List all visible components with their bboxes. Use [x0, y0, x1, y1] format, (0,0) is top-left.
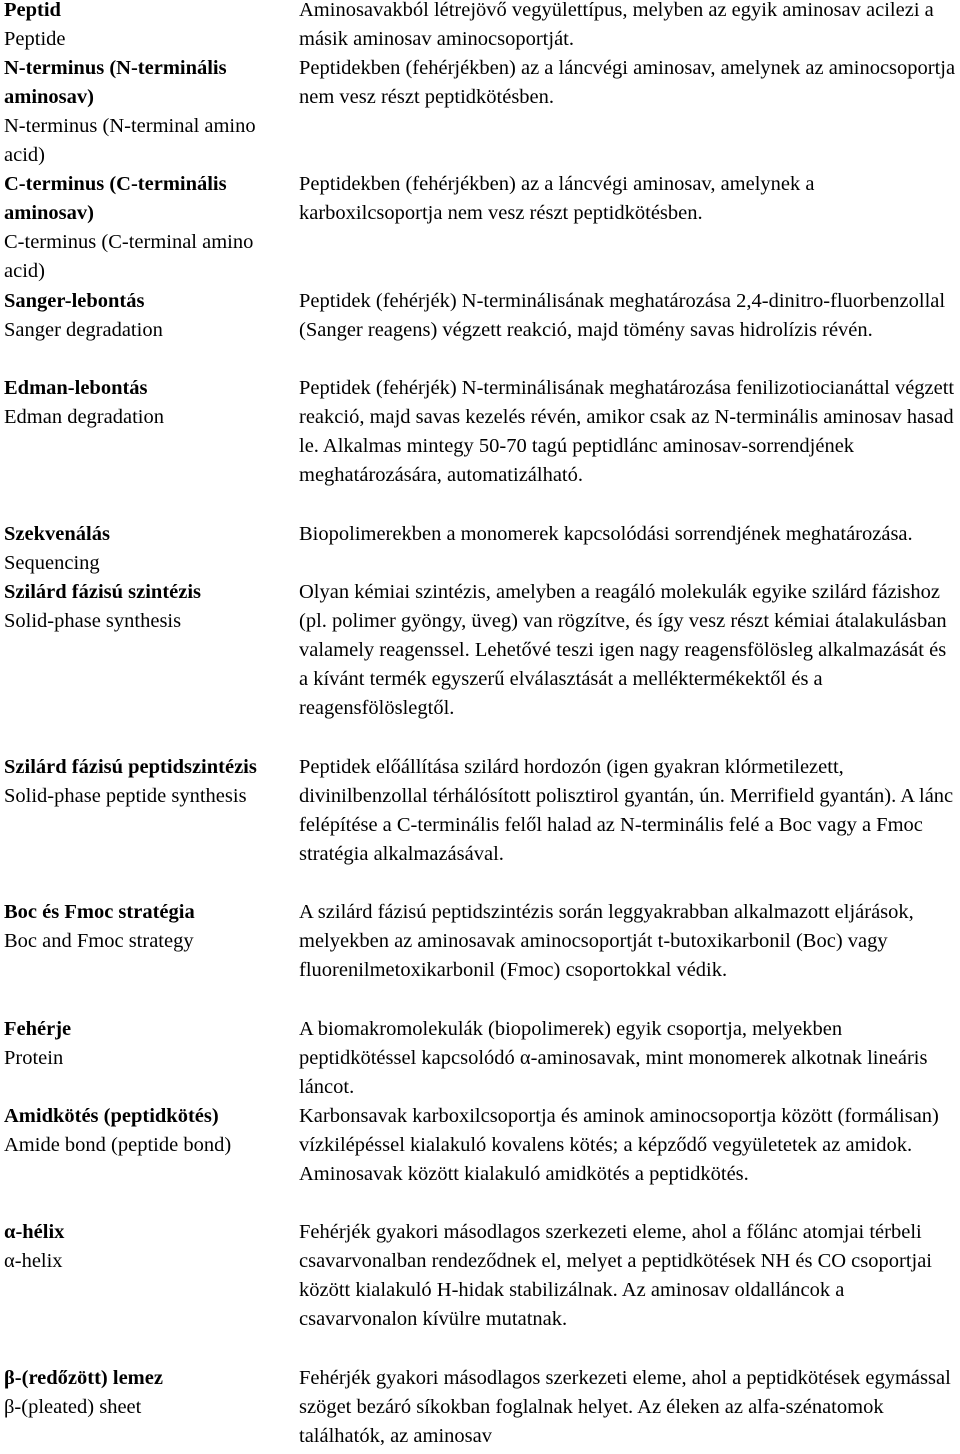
definition: Biopolimerekben a monomerek kapcsolódási sorrendjének meghatározása.	[299, 523, 913, 545]
definition: Peptidekben (fehérjékben) az a láncvégi aminosav, amelynek a karboxilcsoportja nem vesz részt peptidkötésben.	[299, 173, 815, 224]
definition: Fehérjék gyakori másodlagos szerkezeti eleme, ahol a peptidkötések egymással szöget bezáró síkokban foglalnak helyet. Az éleken az alfa-szénatomok találhatók, az aminosav	[299, 1367, 951, 1447]
term-cell	[4, 287, 286, 345]
term-cell	[4, 520, 286, 578]
term-hungarian: N-terminus (N-terminális aminosav)	[4, 57, 227, 108]
term-cell	[4, 374, 286, 432]
term-cell	[4, 1364, 286, 1422]
term-cell	[4, 170, 286, 286]
definition: A biomakromolekulák (biopolimerek) egyik csoportja, melyekben peptidkötéssel kapcsolódó α-aminosavak, mint monomerek alkotnak lineáris láncot.	[299, 1018, 928, 1098]
term-cell	[4, 578, 286, 636]
term-cell	[4, 898, 286, 956]
definition: Peptidek előállítása szilárd hordozón (igen gyakran klórmetilezett, divinilbenzollal térhálósított polisztirol gyantán, ún. Merrifield gyantán). A lánc felépítése a C-terminális felől halad az N-terminális felé a Boc vagy a Fmoc stratégia alkalmazásával.	[299, 756, 954, 865]
definition: Aminosavakból létrejövő vegyülettípus, melyben az egyik aminosav acilezi a másik aminosav aminocsoportját.	[299, 0, 934, 50]
term-english: Boc and Fmoc strategy	[4, 930, 194, 952]
term-english: α-helix	[4, 1250, 63, 1272]
definition: Karbonsavak karboxilcsoportja és aminok aminocsoportja között (formálisan) vízkilépéssel kialakuló kovalens kötés; a képződő vegyületetek az amidok. Aminosavak között kialakuló amidkötés a peptidkötés.	[299, 1105, 939, 1185]
term-hungarian: Edman-lebontás	[4, 377, 148, 399]
term-hungarian: C-terminus (C-terminális aminosav)	[4, 173, 227, 224]
term-cell	[4, 54, 286, 170]
definition: Peptidek (fehérjék) N-terminálisának meghatározása 2,4-dinitro-fluorbenzollal (Sanger reagens) végzett reakció, majd tömény savas hidrolízis révén.	[299, 290, 946, 341]
term-hungarian: Szilárd fázisú szintézis	[4, 581, 202, 603]
definition: Peptidek (fehérjék) N-terminálisának meghatározása fenilizotiocianáttal végzett reakció, majd savas kezelés révén, amikor csak az N-terminális aminosav hasad le. Alkalmas mintegy 50-70 tagú peptidlánc aminosav-sorrendjének meghatározására, automatizálható.	[299, 377, 955, 486]
term-cell	[4, 1102, 286, 1160]
term-english: Edman degradation	[4, 406, 164, 428]
term-english: Protein	[4, 1047, 64, 1069]
definition: Olyan kémiai szintézis, amelyben a reagáló molekulák egyike szilárd fázishoz (pl. polimer gyöngy, üveg) van rögzítve, és így vesz részt kémiai átalakulásban valamely reagenssel. Lehetővé teszi igen nagy reagensfölösleg alkalmazását és a kívánt termék egyszerű elválasztását a melléktermékektől és a reagensfölöslegtől.	[299, 581, 947, 719]
term-hungarian: Fehérje	[4, 1018, 72, 1040]
term-cell	[4, 753, 286, 811]
term-english: N-terminus (N-terminal amino acid)	[4, 115, 256, 166]
term-hungarian: Boc és Fmoc stratégia	[4, 901, 195, 923]
term-english: C-terminus (C-terminal amino acid)	[4, 231, 254, 282]
term-english: Peptide	[4, 28, 66, 50]
term-hungarian: Szilárd fázisú peptidszintézis	[4, 756, 257, 778]
term-hungarian: Sanger-lebontás	[4, 290, 145, 312]
term-english: Solid-phase synthesis	[4, 610, 182, 632]
term-hungarian: Amidkötés (peptidkötés)	[4, 1105, 219, 1127]
term-cell	[4, 0, 286, 54]
term-cell	[4, 1015, 286, 1073]
definition: Peptidekben (fehérjékben) az a láncvégi aminosav, amelynek az aminocsoportja nem vesz részt peptidkötésben.	[299, 57, 956, 108]
term-english: Solid-phase peptide synthesis	[4, 785, 247, 807]
term-cell	[4, 1218, 286, 1276]
definition: Fehérjék gyakori másodlagos szerkezeti eleme, ahol a főlánc atomjai térbeli csavarvonalban rendeződnek el, melyet a peptidkötések NH és CO csoportjai között kialakuló H-hidak stabilizálnak. Az aminosav oldalláncok a csavarvonalon kívülre mutatnak.	[299, 1221, 933, 1330]
term-english: Sequencing	[4, 552, 100, 574]
term-hungarian: Szekvenálás	[4, 523, 110, 545]
term-hungarian: α-hélix	[4, 1221, 65, 1243]
term-english: Sanger degradation	[4, 319, 163, 341]
term-english: β-(pleated) sheet	[4, 1396, 142, 1418]
definition: A szilárd fázisú peptidszintézis során leggyakrabban alkalmazott eljárások, melyekben az aminosavak aminocsoportját t-butoxikarbonil (Boc) vagy fluorenilmetoxikarbonil (Fmoc) csoportokkal védik.	[299, 901, 914, 981]
term-english: Amide bond (peptide bond)	[4, 1134, 232, 1156]
term-hungarian: Peptid	[4, 0, 61, 21]
term-hungarian: β-(redőzött) lemez	[4, 1367, 163, 1389]
